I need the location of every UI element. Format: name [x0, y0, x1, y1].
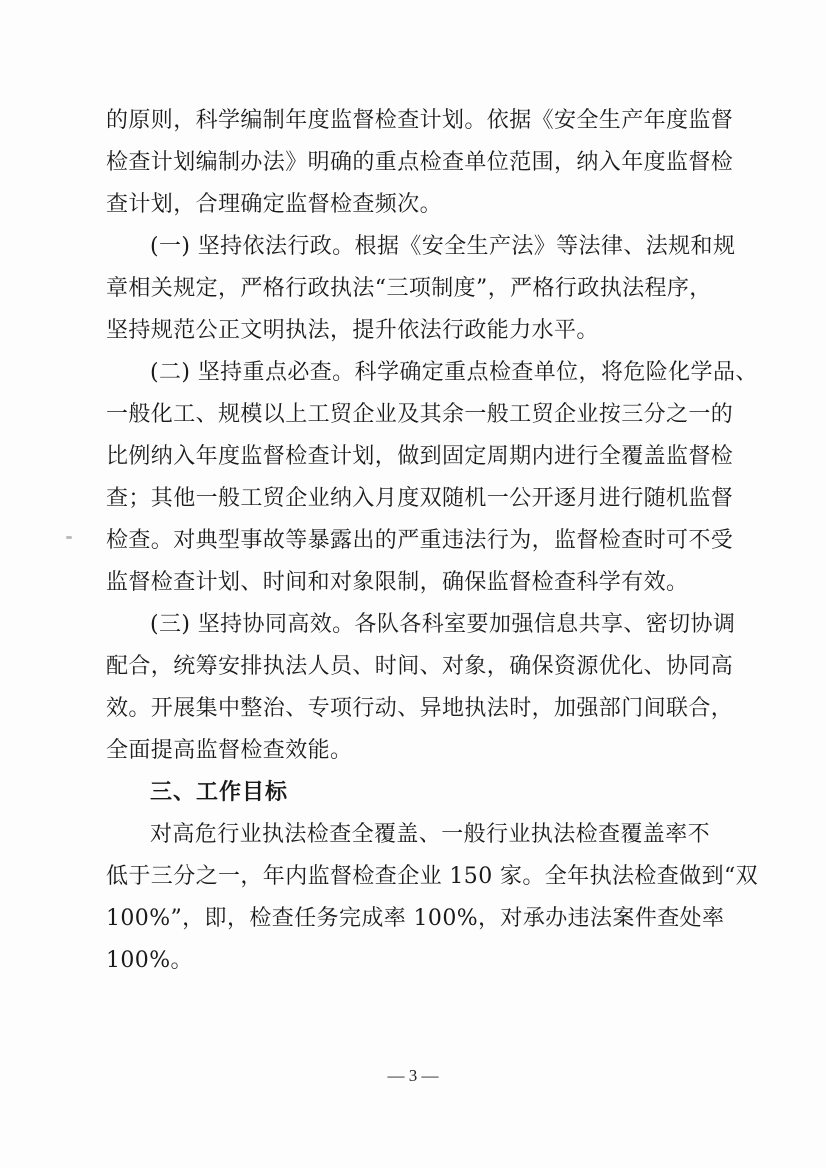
- paragraph-key-inspection: [106, 352, 758, 604]
- text-line: 坚持规范公正文明执法，提升依法行政能力水平。: [106, 318, 599, 343]
- text-line: 的原则，科学编制年度监督检查计划。依据《安全生产年度监督: [106, 108, 734, 133]
- paragraph-work-goals: [106, 814, 759, 982]
- text-line: 比例纳入年度监督检查计划，做到固定周期内进行全覆盖监督检: [106, 444, 734, 469]
- text-line: (二) 坚持重点必查。科学确定重点检查单位，将危险化学品、: [150, 360, 758, 385]
- text-line: 配合，统筹安排执法人员、时间、对象，确保资源优化、协同高: [106, 654, 734, 679]
- text-line: 100%。: [106, 948, 193, 973]
- text-line: 章相关规定，严格行政执法“三项制度”，严格行政执法程序，: [106, 276, 712, 301]
- text-line: 一般化工、规模以上工贸企业及其余一般工贸企业按三分之一的: [106, 402, 734, 427]
- scan-speck: [66, 536, 72, 539]
- paragraph-principle: [106, 100, 734, 226]
- section-heading-work-goals: 三、工作目标: [150, 780, 289, 805]
- text-line: (一) 坚持依法行政。根据《安全生产法》等法律、法规和规: [150, 234, 736, 259]
- document-body: [106, 100, 759, 982]
- text-line: 监督检查计划、时间和对象限制，确保监督检查科学有效。: [106, 570, 689, 595]
- text-line: 检查计划编制办法》明确的重点检查单位范围，纳入年度监督检: [106, 150, 734, 175]
- text-line: 100%”，即，检查任务完成率 100%，对承办违法案件查处率: [106, 906, 725, 931]
- text-line: (三) 坚持协同高效。各队各科室要加强信息共享、密切协调: [150, 612, 736, 637]
- text-line: 查计划，合理确定监督检查频次。: [106, 192, 443, 217]
- page-number: — 3 —: [387, 1066, 439, 1085]
- text-line: 全面提高监督检查效能。: [106, 738, 353, 763]
- text-line: 对高危行业执法检查全覆盖、一般行业执法检查覆盖率不: [150, 822, 711, 847]
- text-line: 低于三分之一，年内监督检查企业 150 家。全年执法检查做到“双: [106, 864, 759, 889]
- paragraph-coordination: [106, 604, 736, 772]
- text-line: 效。开展集中整治、专项行动、异地执法时，加强部门间联合，: [106, 696, 734, 721]
- text-line: 检查。对典型事故等暴露出的严重违法行为，监督检查时可不受: [106, 528, 734, 553]
- paragraph-lawful-administration: [106, 226, 736, 352]
- text-line: 查；其他一般工贸企业纳入月度双随机一公开逐月进行随机监督: [106, 486, 734, 511]
